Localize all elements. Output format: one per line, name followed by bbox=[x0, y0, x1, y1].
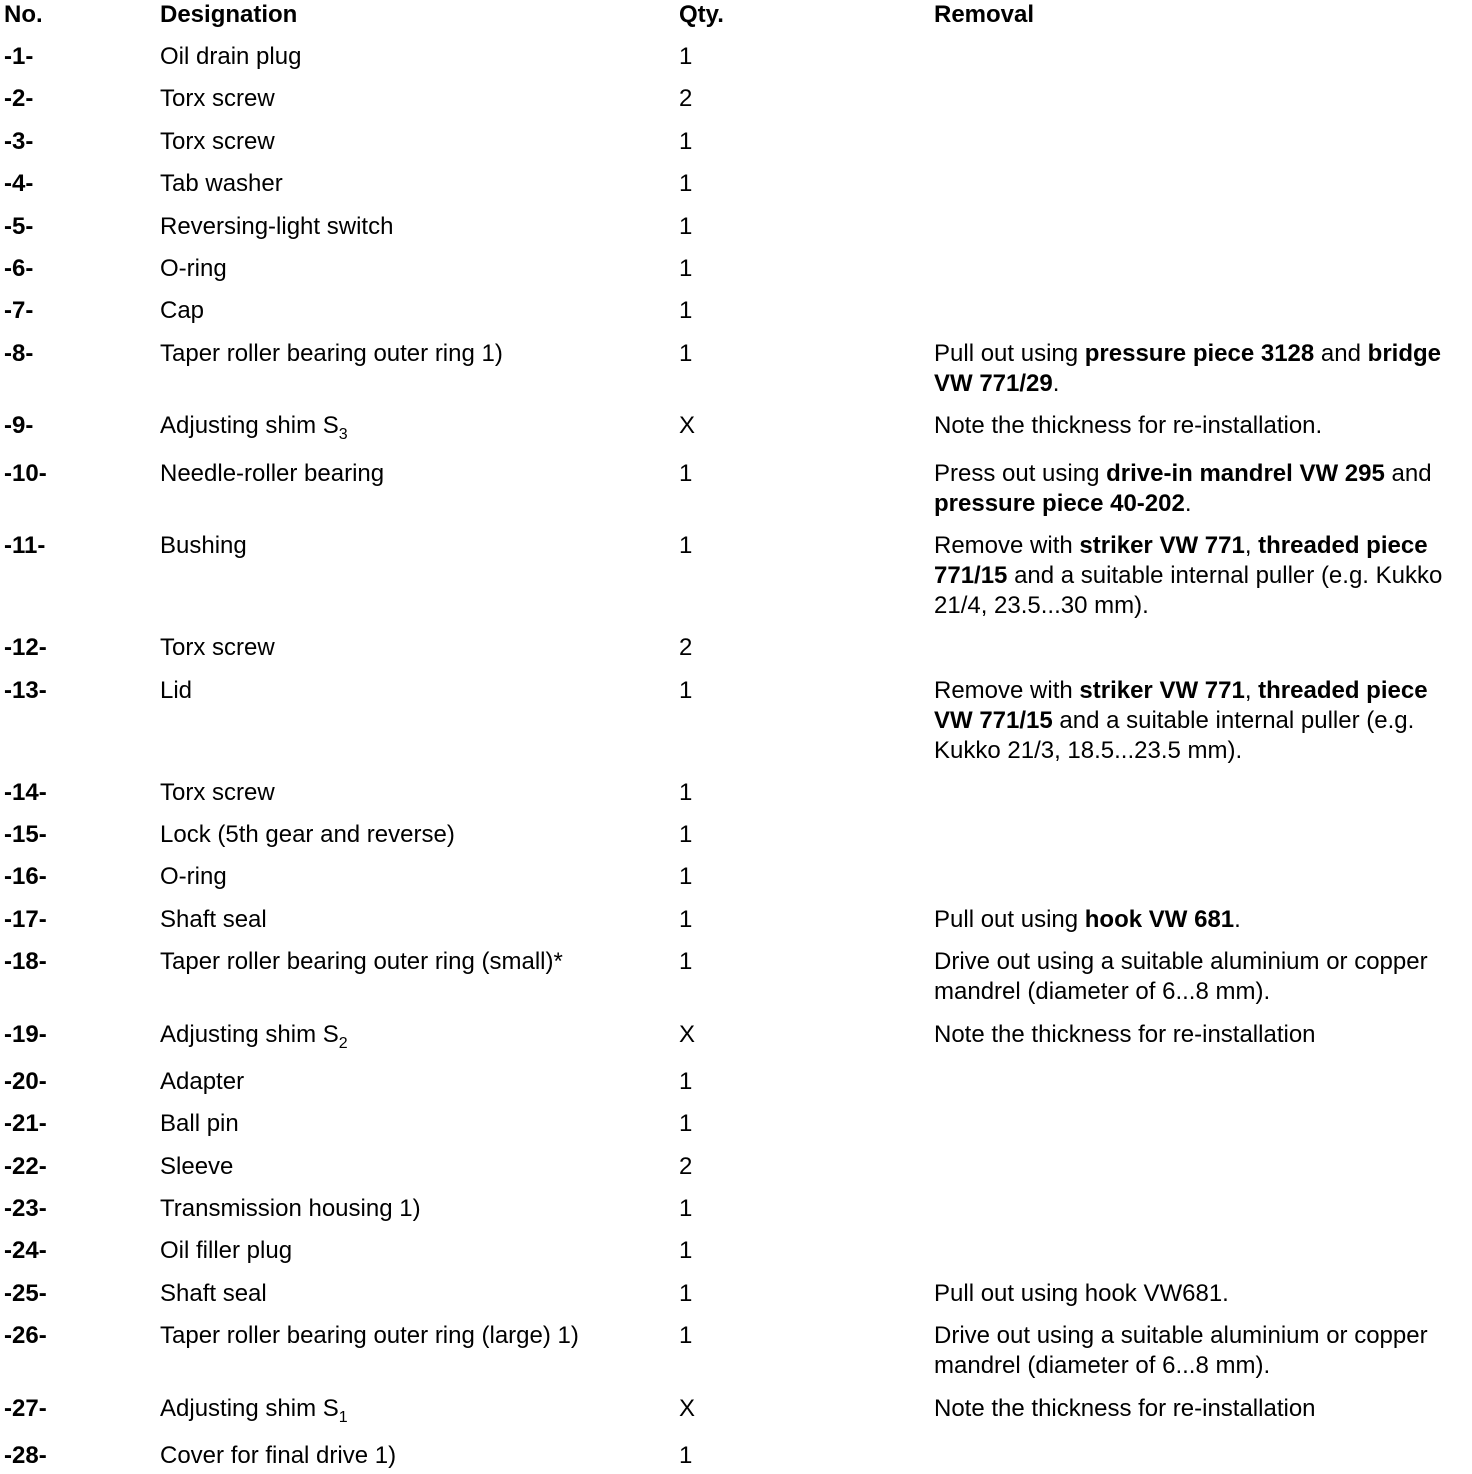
item-designation bbox=[160, 42, 301, 72]
item-quantity: 2 bbox=[679, 1153, 693, 1180]
item-quantity: 1 bbox=[679, 170, 693, 197]
item-designation bbox=[160, 633, 275, 663]
designation-text: Taper roller bearing outer ring 1) bbox=[160, 340, 503, 367]
designation-text: Oil filler plug bbox=[160, 1237, 293, 1264]
designation-text: O-ring bbox=[160, 863, 227, 890]
designation-subscript: 2 bbox=[338, 1035, 348, 1052]
removal-tool-reference: VW 771/29 bbox=[934, 370, 1053, 397]
item-quantity: 1 bbox=[679, 1195, 693, 1222]
removal-text: Kukko 21/3, 18.5...23.5 mm). bbox=[934, 737, 1243, 764]
item-quantity: 1 bbox=[679, 677, 693, 704]
removal-text: Pull out using bbox=[934, 906, 1085, 933]
item-quantity: 1 bbox=[679, 460, 693, 487]
item-number: -21- bbox=[4, 1110, 47, 1137]
item-designation bbox=[160, 1194, 421, 1224]
item-quantity: 1 bbox=[679, 948, 693, 975]
item-quantity: 1 bbox=[679, 1280, 693, 1307]
item-number: -19- bbox=[4, 1021, 47, 1048]
removal-line bbox=[934, 736, 1470, 766]
header-qty: Qty. bbox=[679, 1, 724, 28]
item-designation bbox=[160, 339, 503, 369]
item-quantity: 1 bbox=[679, 128, 693, 155]
removal-text: and a suitable internal puller (e.g. bbox=[1052, 707, 1415, 734]
item-designation bbox=[160, 1152, 233, 1182]
item-designation bbox=[160, 676, 192, 706]
item-designation bbox=[160, 169, 283, 199]
item-quantity: 1 bbox=[679, 1322, 693, 1349]
item-number: -10- bbox=[4, 460, 47, 487]
header-no: No. bbox=[4, 1, 43, 28]
item-removal bbox=[934, 411, 1470, 441]
item-number: -8- bbox=[4, 340, 34, 367]
item-quantity: X bbox=[679, 412, 696, 439]
item-quantity: 1 bbox=[679, 340, 693, 367]
designation-text: Sleeve bbox=[160, 1153, 234, 1180]
removal-text: and bbox=[1314, 340, 1368, 367]
designation-text: Transmission housing 1) bbox=[160, 1195, 421, 1222]
item-designation bbox=[160, 1394, 348, 1424]
removal-tool-reference: striker VW 771 bbox=[1079, 677, 1245, 704]
removal-text: Drive out using a suitable aluminium or copper bbox=[934, 1322, 1428, 1349]
header-designation: Designation bbox=[160, 1, 298, 28]
removal-line bbox=[934, 1394, 1470, 1424]
item-removal bbox=[934, 1394, 1470, 1424]
removal-line bbox=[934, 339, 1470, 369]
item-quantity: 1 bbox=[679, 297, 693, 324]
item-number: -1- bbox=[4, 43, 34, 70]
removal-text: Pull out using hook VW681. bbox=[934, 1280, 1229, 1307]
designation-text: Torx screw bbox=[160, 634, 275, 661]
item-number: -28- bbox=[4, 1442, 47, 1469]
item-designation bbox=[160, 127, 275, 157]
item-designation bbox=[160, 947, 563, 977]
removal-line bbox=[934, 531, 1470, 561]
removal-line bbox=[934, 947, 1470, 977]
item-quantity: 1 bbox=[679, 863, 693, 890]
item-number: -26- bbox=[4, 1322, 47, 1349]
removal-line bbox=[934, 676, 1470, 706]
designation-text: Torx screw bbox=[160, 779, 275, 806]
designation-text: Cover for final drive 1) bbox=[160, 1442, 397, 1469]
removal-line bbox=[934, 591, 1470, 621]
designation-text: Lock (5th gear and reverse) bbox=[160, 821, 455, 848]
item-number: -23- bbox=[4, 1195, 47, 1222]
item-removal bbox=[934, 1321, 1470, 1381]
removal-tool-reference: threaded piece bbox=[1258, 677, 1428, 704]
item-number: -17- bbox=[4, 906, 47, 933]
item-removal bbox=[934, 531, 1470, 621]
removal-text: Remove with bbox=[934, 532, 1080, 559]
removal-line bbox=[934, 561, 1470, 591]
designation-text: Adjusting shim S bbox=[160, 1395, 339, 1422]
removal-text: Note the thickness for re-installation bbox=[934, 1021, 1316, 1048]
removal-tool-reference: VW 771/15 bbox=[934, 707, 1053, 734]
designation-subscript: 1 bbox=[338, 1409, 348, 1426]
item-removal bbox=[934, 1279, 1470, 1309]
item-removal bbox=[934, 459, 1470, 519]
designation-text: Tab washer bbox=[160, 170, 283, 197]
item-quantity: 1 bbox=[679, 532, 693, 559]
removal-line bbox=[934, 1279, 1470, 1309]
removal-text: Note the thickness for re-installation bbox=[934, 1395, 1316, 1422]
removal-text: Press out using bbox=[934, 460, 1107, 487]
item-designation bbox=[160, 905, 267, 935]
designation-text: Shaft seal bbox=[160, 906, 267, 933]
item-number: -25- bbox=[4, 1280, 47, 1307]
removal-tool-reference: drive-in mandrel VW 295 bbox=[1106, 460, 1385, 487]
item-number: -16- bbox=[4, 863, 47, 890]
item-designation bbox=[160, 1321, 579, 1351]
designation-text: Torx screw bbox=[160, 128, 275, 155]
item-removal bbox=[934, 676, 1470, 766]
header-removal: Removal bbox=[934, 1, 1035, 28]
removal-line bbox=[934, 1351, 1470, 1381]
item-number: -22- bbox=[4, 1153, 47, 1180]
item-number: -24- bbox=[4, 1237, 47, 1264]
designation-text: Adjusting shim S bbox=[160, 412, 339, 439]
designation-text: Ball pin bbox=[160, 1110, 239, 1137]
item-quantity: X bbox=[679, 1021, 696, 1048]
item-designation bbox=[160, 1109, 239, 1139]
item-number: -20- bbox=[4, 1068, 47, 1095]
item-quantity: 1 bbox=[679, 821, 693, 848]
item-quantity: 1 bbox=[679, 43, 693, 70]
item-number: -7- bbox=[4, 297, 34, 324]
removal-line bbox=[934, 977, 1470, 1007]
removal-text: mandrel (diameter of 6...8 mm). bbox=[934, 978, 1271, 1005]
item-designation bbox=[160, 254, 227, 284]
removal-text: Note the thickness for re-installation. bbox=[934, 412, 1323, 439]
designation-text: Torx screw bbox=[160, 85, 275, 112]
item-designation bbox=[160, 778, 275, 808]
designation-text: Adjusting shim S bbox=[160, 1021, 339, 1048]
item-quantity: 1 bbox=[679, 255, 693, 282]
item-designation bbox=[160, 1236, 292, 1266]
item-quantity: 1 bbox=[679, 906, 693, 933]
item-designation bbox=[160, 862, 227, 892]
designation-text: Shaft seal bbox=[160, 1280, 267, 1307]
removal-text: Remove with bbox=[934, 677, 1080, 704]
item-quantity: 1 bbox=[679, 1110, 693, 1137]
designation-text: Cap bbox=[160, 297, 205, 324]
item-number: -5- bbox=[4, 213, 34, 240]
item-removal bbox=[934, 339, 1470, 399]
item-designation bbox=[160, 212, 393, 242]
item-designation bbox=[160, 84, 275, 114]
designation-text: Reversing-light switch bbox=[160, 213, 394, 240]
item-number: -9- bbox=[4, 412, 34, 439]
designation-text: Lid bbox=[160, 677, 193, 704]
item-number: -11- bbox=[4, 532, 46, 559]
removal-text: . bbox=[1184, 490, 1192, 517]
designation-text: Taper roller bearing outer ring (large) 1) bbox=[160, 1322, 579, 1349]
item-designation bbox=[160, 531, 247, 561]
item-removal bbox=[934, 947, 1470, 1007]
removal-line bbox=[934, 1321, 1470, 1351]
item-quantity: 1 bbox=[679, 213, 693, 240]
removal-text: , bbox=[1244, 532, 1259, 559]
item-number: -4- bbox=[4, 170, 34, 197]
item-number: -6- bbox=[4, 255, 34, 282]
item-designation bbox=[160, 1067, 244, 1097]
removal-tool-reference: striker VW 771 bbox=[1079, 532, 1245, 559]
item-designation bbox=[160, 296, 204, 326]
designation-text: Needle-roller bearing bbox=[160, 460, 385, 487]
item-designation bbox=[160, 1279, 267, 1309]
removal-line bbox=[934, 1020, 1470, 1050]
item-quantity: 2 bbox=[679, 85, 693, 112]
item-number: -27- bbox=[4, 1395, 47, 1422]
item-number: -18- bbox=[4, 948, 47, 975]
removal-text: and a suitable internal puller (e.g. Kukko bbox=[1007, 562, 1443, 589]
removal-tool-reference: pressure piece 40-202 bbox=[934, 490, 1185, 517]
removal-tool-reference: threaded piece bbox=[1258, 532, 1428, 559]
item-number: -15- bbox=[4, 821, 47, 848]
item-designation bbox=[160, 1020, 348, 1050]
removal-text: and bbox=[1384, 460, 1432, 487]
item-quantity: 1 bbox=[679, 1237, 693, 1264]
designation-text: Taper roller bearing outer ring (small)* bbox=[160, 948, 563, 975]
removal-tool-reference: 771/15 bbox=[934, 562, 1008, 589]
item-quantity: 1 bbox=[679, 779, 693, 806]
item-quantity: X bbox=[679, 1395, 696, 1422]
removal-line bbox=[934, 905, 1470, 935]
removal-text: Drive out using a suitable aluminium or copper bbox=[934, 948, 1428, 975]
item-number: -12- bbox=[4, 634, 47, 661]
designation-text: Oil drain plug bbox=[160, 43, 302, 70]
item-removal bbox=[934, 905, 1470, 935]
removal-text: Pull out using bbox=[934, 340, 1085, 367]
item-removal bbox=[934, 1020, 1470, 1050]
removal-text: mandrel (diameter of 6...8 mm). bbox=[934, 1352, 1271, 1379]
item-designation bbox=[160, 411, 348, 441]
item-number: -13- bbox=[4, 677, 47, 704]
removal-line bbox=[934, 706, 1470, 736]
removal-tool-reference: bridge bbox=[1367, 340, 1441, 367]
removal-text: . bbox=[1052, 370, 1060, 397]
removal-line bbox=[934, 411, 1470, 441]
designation-subscript: 3 bbox=[338, 426, 348, 443]
item-designation bbox=[160, 1441, 396, 1471]
removal-text: 21/4, 23.5...30 mm). bbox=[934, 592, 1149, 619]
item-quantity: 2 bbox=[679, 634, 693, 661]
removal-text: . bbox=[1234, 906, 1241, 933]
item-designation bbox=[160, 459, 384, 489]
item-quantity: 1 bbox=[679, 1442, 693, 1469]
item-quantity: 1 bbox=[679, 1068, 693, 1095]
removal-line bbox=[934, 369, 1470, 399]
item-number: -3- bbox=[4, 128, 34, 155]
removal-text: , bbox=[1244, 677, 1259, 704]
item-number: -2- bbox=[4, 85, 34, 112]
designation-text: Bushing bbox=[160, 532, 247, 559]
designation-text: O-ring bbox=[160, 255, 227, 282]
removal-tool-reference: pressure piece 3128 bbox=[1084, 340, 1315, 367]
removal-tool-reference: hook VW 681 bbox=[1084, 906, 1235, 933]
removal-line bbox=[934, 489, 1470, 519]
item-designation bbox=[160, 820, 455, 850]
removal-line bbox=[934, 459, 1470, 489]
designation-text: Adapter bbox=[160, 1068, 245, 1095]
item-number: -14- bbox=[4, 779, 47, 806]
